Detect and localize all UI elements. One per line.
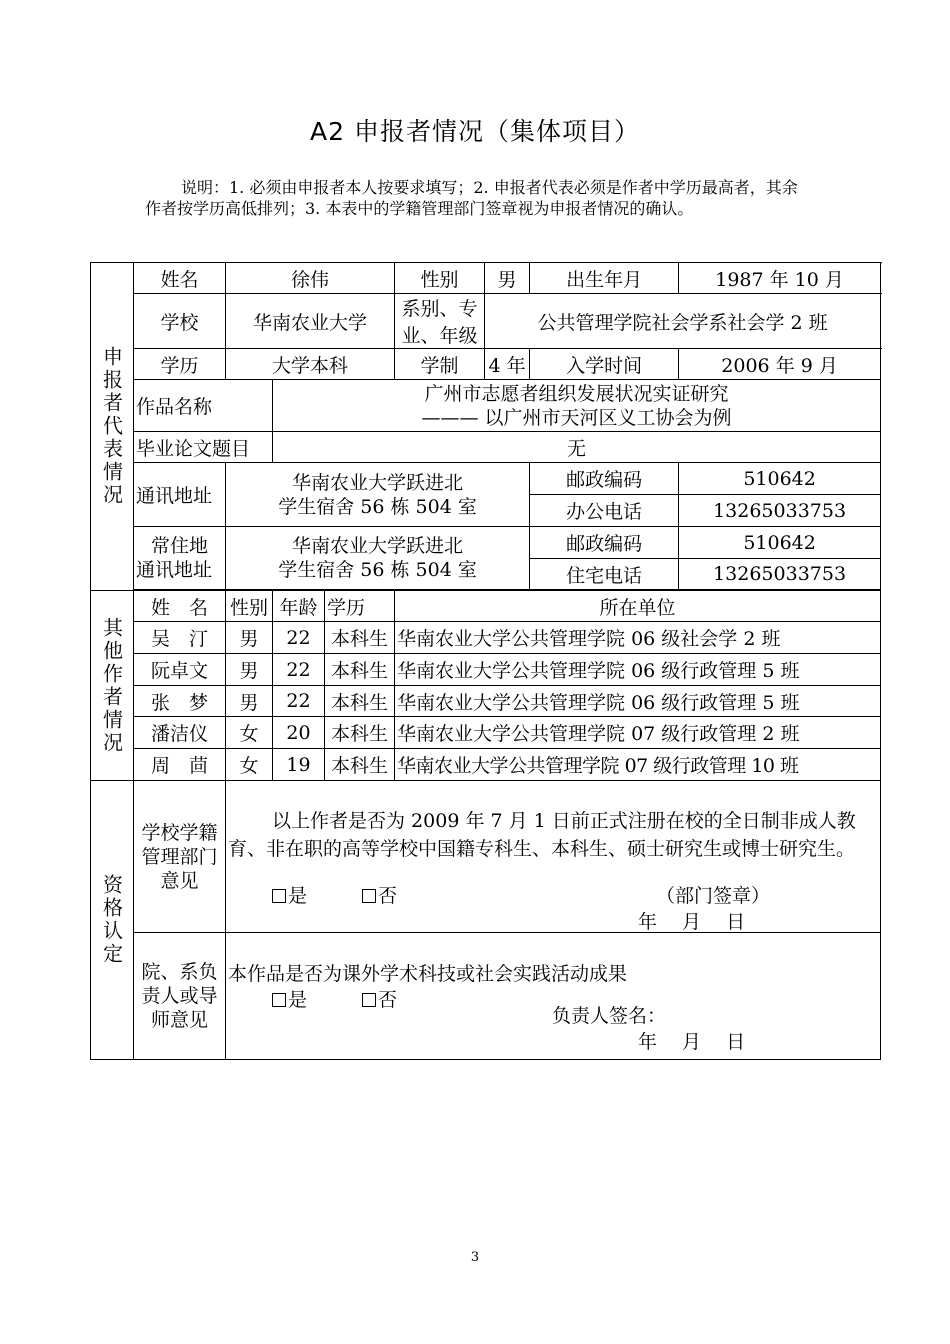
home-addr-line1: 华南农业大学跃进北 [292,535,464,557]
table-row [91,749,881,781]
section-others: 其他作者情况 [91,591,134,781]
dean-yes-option[interactable] [272,985,307,1012]
author-gender: 女 [226,717,273,749]
home-addr-label-line2: 通讯地址 [136,559,213,581]
table-row [91,622,881,654]
home-addr-value [226,527,530,590]
author-edu: 本科生 [325,654,395,686]
yes-label: 是 [288,885,308,907]
dean-opinion-label: 院、系负责人或导师意见 [134,933,226,1060]
enroll-value: 2006 年 9 月 [679,349,881,380]
gender-label: 性别 [395,263,485,294]
school-label: 学校 [134,294,226,349]
author-edu: 本科生 [325,749,395,781]
addr-line2: 学生宿舍 56 栋 504 室 [278,495,477,518]
office-phone-label: 办公电话 [530,495,679,527]
dean-no-option[interactable] [362,985,397,1012]
addr-value [226,463,530,527]
name-value: 徐伟 [226,263,395,294]
dept-label: 系别、专业、年级 [395,294,485,349]
col-header-gender: 性别 [226,591,273,622]
office-phone-value: 13265033753 [679,495,881,527]
home-addr-label-line1: 常住地 [151,535,209,557]
school-yes-option[interactable] [272,881,307,908]
addr-label: 通讯地址 [134,463,226,527]
birth-label: 出生年月 [530,263,679,294]
school-opinion-label: 学校学籍管理部门意见 [134,781,226,933]
section-rep: 申报者代表情况 [91,263,134,591]
checkbox-icon [362,993,376,1007]
author-unit: 华南农业大学公共管理学院 06 级社会学 2 班 [395,622,881,654]
zip2-value: 510642 [679,527,881,559]
home-addr-line2: 学生宿舍 56 栋 504 室 [278,559,477,581]
checkbox-icon [272,889,286,903]
author-gender: 男 [226,686,273,717]
table-row [91,686,881,717]
school-value: 华南农业大学 [226,294,395,349]
school-opinion-text: 以上作者是否为 2009 年 7 月 1 日前正式注册在校的全日制非成人教育、非在职的高等学校中国籍专科生、本科生、硕士研究生或博士研究生。 [228,810,856,860]
work-label: 作品名称 [134,380,273,432]
school-no-option[interactable] [362,881,397,908]
no-label: 否 [378,885,398,907]
birth-value: 1987 年 10 月 [679,263,881,294]
author-name: 张 梦 [134,686,226,717]
col-header-unit: 所在单位 [395,591,881,622]
author-gender: 女 [226,749,273,781]
work-title [273,380,881,432]
author-age: 22 [273,622,325,654]
home-addr-label [134,527,226,590]
dean-opinion [226,933,881,1060]
checkbox-icon [362,889,376,903]
dean-opinion-text: 本作品是否为课外学术科技或社会实践活动成果 [228,963,628,985]
home-phone-value: 13265033753 [679,559,881,590]
zip-label: 邮政编码 [530,463,679,495]
author-edu: 本科生 [325,622,395,654]
instructions: 说明：1. 必须由申报者本人按要求填写；2. 申报者代表必须是作者中学历最高者，其余作者按学历高低排列；3. 本表中的学籍管理部门签章视为申报者情况的确认。 [145,178,798,218]
dept-value: 公共管理学院社会学系社会学 2 班 [485,294,881,349]
name-label: 姓名 [134,263,226,294]
author-edu: 本科生 [325,686,395,717]
home-phone-label: 住宅电话 [530,559,679,590]
author-age: 22 [273,686,325,717]
col-header-edu: 学历 [325,591,395,622]
author-gender: 男 [226,622,273,654]
signature-label: 负责人签名： [552,1005,667,1027]
author-unit: 华南农业大学公共管理学院 07 级行政管理 2 班 [395,717,881,749]
author-name: 阮卓文 [134,654,226,686]
thesis-label: 毕业论文题目 [134,432,273,463]
applicant-form [90,262,881,1060]
author-edu: 本科生 [325,717,395,749]
addr-line1: 华南农业大学跃进北 [292,471,464,494]
author-age: 22 [273,654,325,686]
thesis-value: 无 [273,432,881,463]
no-label: 否 [378,989,398,1011]
table-row [91,717,881,749]
author-name: 吴 汀 [134,622,226,654]
author-age: 20 [273,717,325,749]
school-date: 年 月 日 [638,911,746,933]
col-header-age: 年龄 [273,591,325,622]
author-gender: 男 [226,654,273,686]
author-unit: 华南农业大学公共管理学院 06 级行政管理 5 班 [395,686,881,717]
author-unit: 华南农业大学公共管理学院 07 级行政管理 10 班 [395,749,881,781]
author-name: 周 茴 [134,749,226,781]
author-unit: 华南农业大学公共管理学院 06 级行政管理 5 班 [395,654,881,686]
col-header-name: 姓 名 [134,591,226,622]
gender-value: 男 [485,263,530,294]
zip2-label: 邮政编码 [530,527,679,559]
work-title-line2: ——— 以广州市天河区义工协会为例 [421,406,732,429]
years-label: 学制 [395,349,485,380]
zip-value: 510642 [679,463,881,495]
edu-value: 大学本科 [226,349,395,380]
enroll-label: 入学时间 [530,349,679,380]
checkbox-icon [272,993,286,1007]
author-age: 19 [273,749,325,781]
work-title-line1: 广州市志愿者组织发展状况实证研究 [424,382,729,405]
stamp-label: （部门签章） [656,885,771,907]
author-name: 潘洁仪 [134,717,226,749]
page-number: 3 [470,1250,480,1265]
school-opinion [226,781,881,933]
dean-date: 年 月 日 [638,1031,746,1053]
table-row [91,654,881,686]
years-value: 4 年 [485,349,530,380]
page-title: A2 申报者情况（集体项目） [310,117,640,146]
edu-label: 学历 [134,349,226,380]
section-qual: 资格认定 [91,781,134,1060]
yes-label: 是 [288,989,308,1011]
